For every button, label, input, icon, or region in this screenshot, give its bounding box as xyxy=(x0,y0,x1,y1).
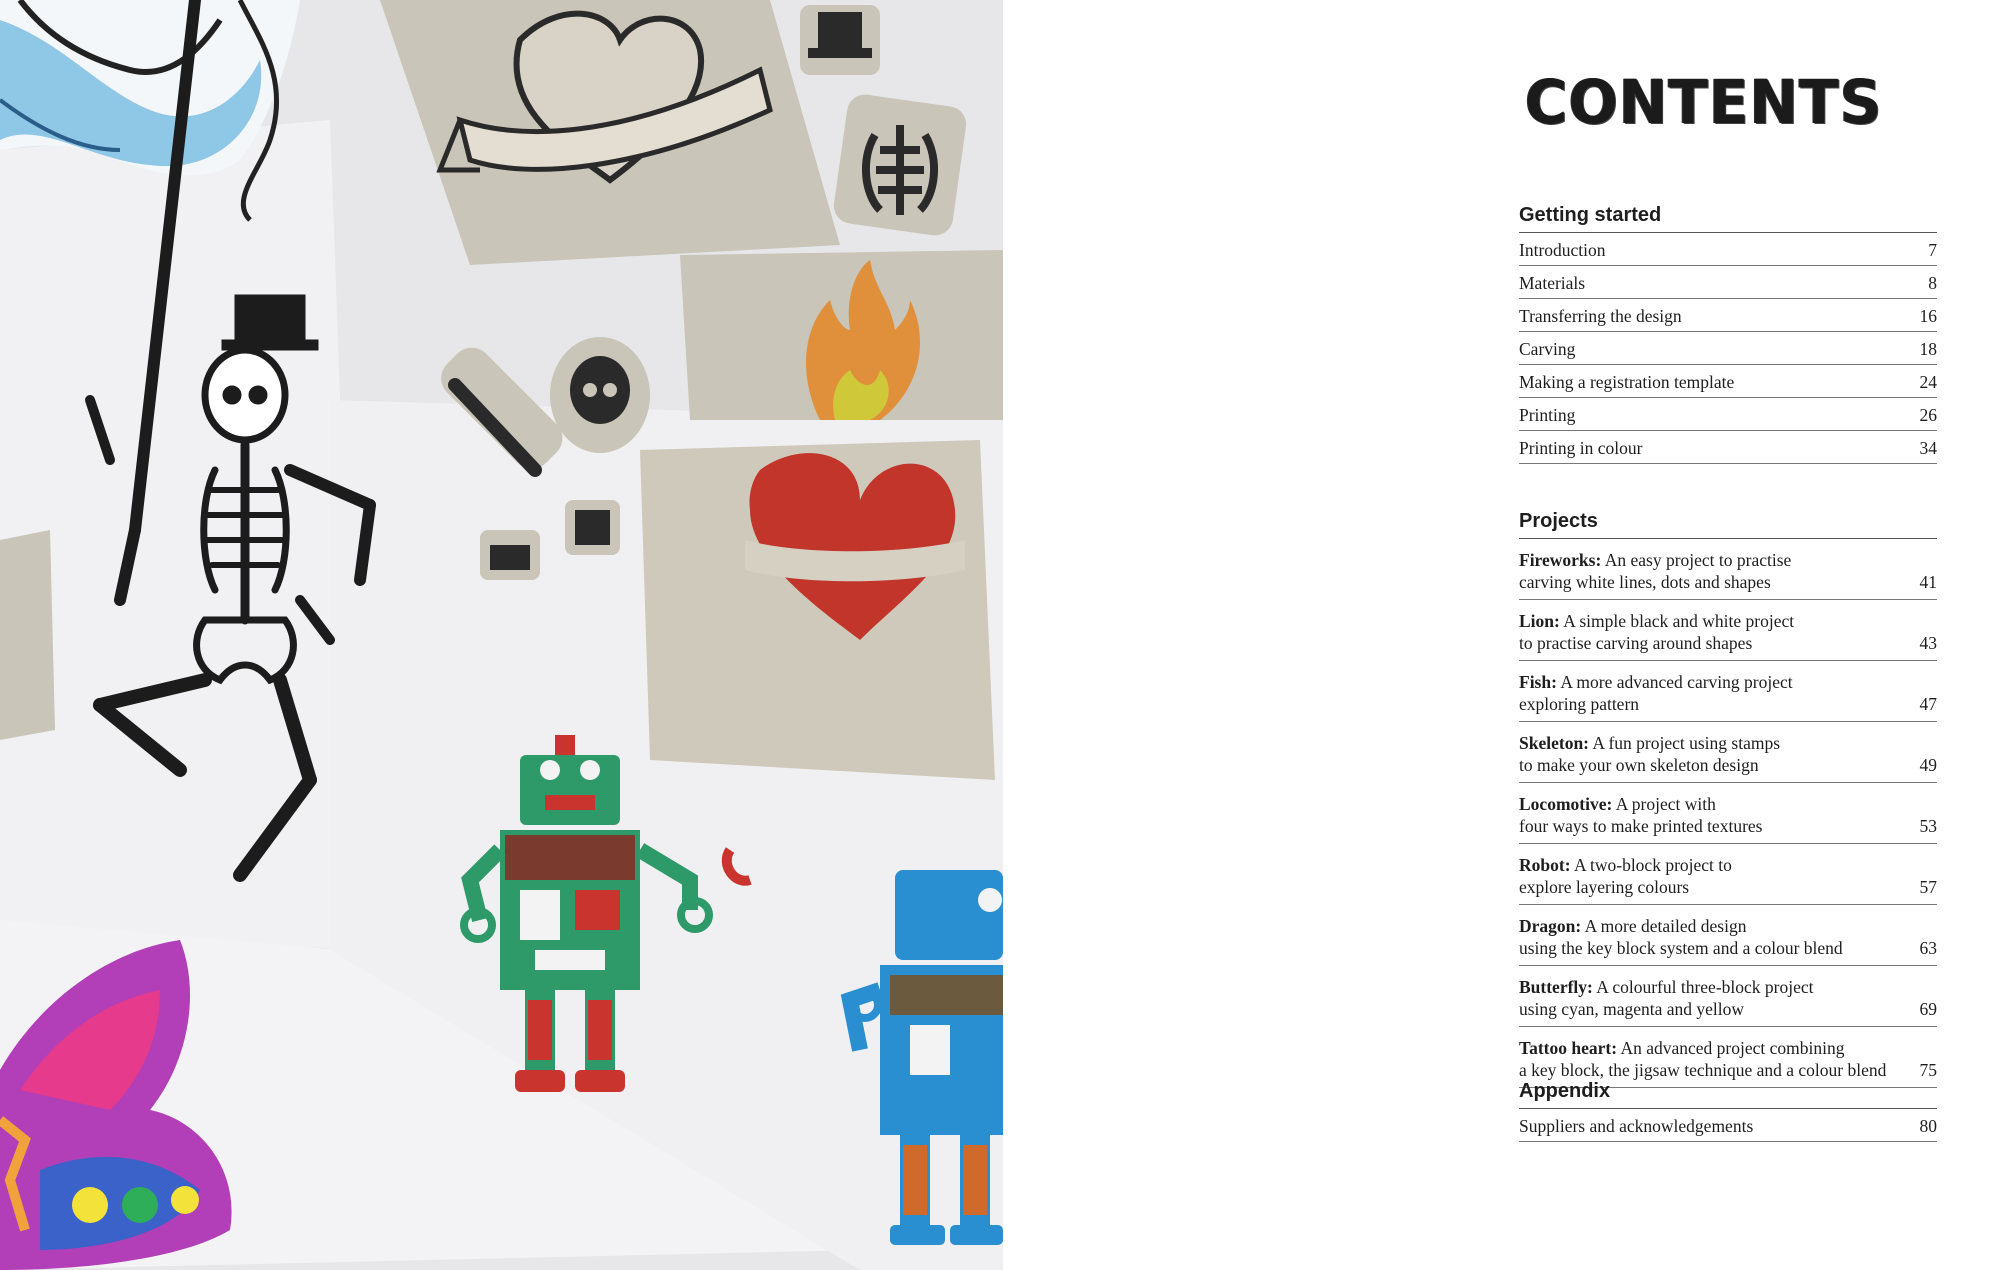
toc-row[interactable] xyxy=(1519,299,1937,332)
toc-page-number: 8 xyxy=(1928,273,1937,293)
toc-row[interactable] xyxy=(1519,661,1937,722)
toc-page-number: 80 xyxy=(1919,1116,1937,1136)
toc-page-number: 7 xyxy=(1928,240,1937,260)
toc-page-number: 26 xyxy=(1919,405,1937,425)
toc-page-number: 49 xyxy=(1919,755,1937,775)
toc-label: Lion: A simple black and white project to practise carving around shapes xyxy=(1519,611,1795,653)
toc-page-number: 53 xyxy=(1919,816,1937,836)
section-getting-started xyxy=(1519,204,1937,464)
section-projects xyxy=(1519,510,1937,1088)
toc-row[interactable] xyxy=(1519,844,1937,905)
toc-row[interactable] xyxy=(1519,966,1937,1027)
prints-photo-illustration xyxy=(0,0,1003,1270)
toc-label: Introduction xyxy=(1519,240,1606,260)
toc-row[interactable] xyxy=(1519,266,1937,299)
toc-label: Transferring the design xyxy=(1519,306,1682,326)
toc-row[interactable] xyxy=(1519,1027,1937,1088)
toc-label: Suppliers and acknowledgements xyxy=(1519,1116,1754,1136)
toc-page-number: 47 xyxy=(1919,694,1937,714)
toc-page-number: 57 xyxy=(1919,877,1937,897)
toc-row[interactable] xyxy=(1519,722,1937,783)
toc-row[interactable] xyxy=(1519,431,1937,464)
toc-row[interactable] xyxy=(1519,600,1937,661)
skull-stamp xyxy=(550,337,650,453)
section-appendix xyxy=(1519,1080,1937,1142)
toc-label: Materials xyxy=(1519,273,1586,293)
toc-label: Fish: A more advanced carving project exploring pattern xyxy=(1519,672,1793,714)
flame-heart-block xyxy=(640,250,1003,780)
toc-label: Skeleton: A fun project using stamps to make your own skeleton design xyxy=(1519,733,1781,775)
toc-page-number: 75 xyxy=(1919,1060,1937,1080)
toc-page-number: 63 xyxy=(1919,938,1937,958)
prints-photo xyxy=(0,0,1003,1270)
toc-label: Carving xyxy=(1519,339,1576,359)
toc-label: Tattoo heart: An advanced project combining a key block, the jigsaw technique and a colour blend xyxy=(1519,1038,1887,1080)
toc-page-number: 24 xyxy=(1919,372,1937,392)
toc-label: Locomotive: A project with four ways to make printed textures xyxy=(1519,794,1763,836)
toc-page-number: 34 xyxy=(1919,438,1937,458)
toc-row[interactable] xyxy=(1519,365,1937,398)
top-hat-stamp xyxy=(800,5,880,75)
section-heading: Appendix xyxy=(1519,1080,1937,1109)
toc-label: Butterfly: A colourful three-block project using cyan, magenta and yellow xyxy=(1519,977,1814,1019)
toc-row[interactable] xyxy=(1519,332,1937,365)
toc-label: Robot: A two-block project to explore layering colours xyxy=(1519,855,1732,897)
toc-label: Fireworks: An easy project to practise carving white lines, dots and shapes xyxy=(1519,550,1792,592)
toc-row[interactable] xyxy=(1519,905,1937,966)
toc-label: Printing in colour xyxy=(1519,438,1643,458)
toc-label: Making a registration template xyxy=(1519,372,1735,392)
toc-row[interactable] xyxy=(1519,539,1937,600)
ribcage-stamp xyxy=(832,92,969,237)
toc-page-number: 69 xyxy=(1919,999,1937,1019)
toc-page-number: 43 xyxy=(1919,633,1937,653)
toc-label: Printing xyxy=(1519,405,1576,425)
toc-row[interactable] xyxy=(1519,398,1937,431)
toc-row[interactable] xyxy=(1519,1109,1937,1142)
toc-page-number: 41 xyxy=(1919,572,1937,592)
page-title: CONTENTS xyxy=(1525,66,1883,138)
contents-page xyxy=(1003,0,2008,1270)
toc-page-number: 16 xyxy=(1919,306,1937,326)
section-heading: Projects xyxy=(1519,510,1937,539)
toc-page-number: 18 xyxy=(1919,339,1937,359)
toc-row[interactable] xyxy=(1519,233,1937,266)
section-heading: Getting started xyxy=(1519,204,1937,233)
toc-label: Dragon: A more detailed design using the key block system and a colour blend xyxy=(1519,916,1843,958)
toc-row[interactable] xyxy=(1519,783,1937,844)
